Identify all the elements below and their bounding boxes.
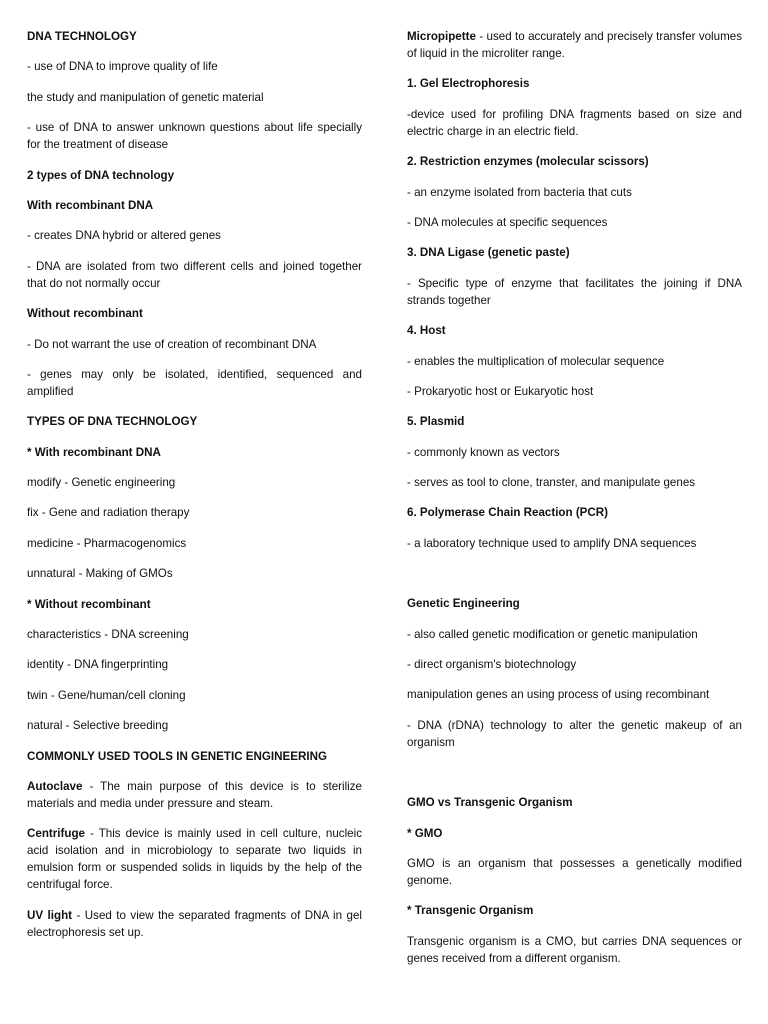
list-item: identity - DNA fingerprinting — [27, 658, 169, 672]
tool-description: - The main purpose of this device is to sterilize materials and media under pressure and steam. — [27, 779, 362, 810]
paragraph: - Specific type of enzyme that facilitates the joining if DNA strands together — [407, 276, 742, 307]
tool-name: Centrifuge — [27, 827, 85, 841]
paragraph: Transgenic organism is a CMO, but carries DNA sequences or genes received from a different organism. — [407, 934, 742, 965]
paragraph: - a laboratory technique used to amplify DNA sequences — [407, 536, 697, 550]
paragraph: - Do not warrant the use of creation of recombinant DNA — [27, 337, 317, 351]
tool-description: - Used to view the separated fragments of DNA in gel electrophoresis set up. — [27, 908, 362, 939]
paragraph: - enables the multiplication of molecular sequence — [407, 354, 665, 368]
section-heading: Genetic Engineering — [407, 597, 520, 611]
paragraph: the study and manipulation of genetic material — [27, 90, 264, 104]
list-item: modify - Genetic engineering — [27, 476, 176, 490]
subheading: * With recombinant DNA — [27, 445, 161, 459]
spacer — [407, 565, 742, 595]
list-item: unnatural - Making of GMOs — [27, 567, 173, 581]
tool-paragraph — [407, 28, 742, 62]
tool-paragraph — [27, 778, 362, 812]
subheading: 2. Restriction enzymes (molecular scissors) — [407, 155, 649, 169]
section-heading: TYPES OF DNA TECHNOLOGY — [27, 415, 198, 429]
paragraph: - an enzyme isolated from bacteria that cuts — [407, 185, 632, 199]
paragraph: - commonly known as vectors — [407, 445, 560, 459]
paragraph: - creates DNA hybrid or altered genes — [27, 229, 221, 243]
subheading: * Without recombinant — [27, 597, 151, 611]
paragraph: - genes may only be isolated, identified, sequenced and amplified — [27, 367, 362, 398]
tool-name: Autoclave — [27, 779, 83, 793]
subheading: 4. Host — [407, 324, 446, 338]
paragraph: - Prokaryotic host or Eukaryotic host — [407, 384, 594, 398]
page-title: DNA TECHNOLOGY — [27, 30, 137, 43]
spacer — [407, 764, 742, 794]
paragraph: - DNA (rDNA) technology to alter the genetic makeup of an organism — [407, 718, 742, 749]
subheading: Without recombinant — [27, 307, 143, 321]
paragraph: - use of DNA to answer unknown questions about life specially for the treatment of disease — [27, 121, 362, 152]
paragraph: - use of DNA to improve quality of life — [27, 60, 218, 74]
paragraph: - serves as tool to clone, transter, and manipulate genes — [407, 476, 696, 490]
section-heading: 2 types of DNA technology — [27, 168, 175, 182]
left-column — [27, 28, 362, 954]
section-heading: COMMONLY USED TOOLS IN GENETIC ENGINEERING — [27, 749, 327, 763]
list-item: medicine - Pharmacogenomics — [27, 536, 187, 550]
subheading: 6. Polymerase Chain Reaction (PCR) — [407, 506, 609, 520]
paragraph: - DNA are isolated from two different cells and joined together that do not normally occur — [27, 259, 362, 290]
paragraph: - DNA molecules at specific sequences — [407, 215, 608, 229]
paragraph: - also called genetic modification or genetic manipulation — [407, 627, 698, 641]
tool-description: - This device is mainly used in cell culture, nucleic acid isolation and in microbiology to separate two liquids in emulsion form or suspended solids in liquids by the help of the centrifugal force. — [27, 827, 362, 892]
tool-paragraph — [27, 825, 362, 893]
subheading: With recombinant DNA — [27, 198, 154, 212]
list-item: characteristics - DNA screening — [27, 628, 189, 642]
subheading: * GMO — [407, 826, 443, 840]
list-item: natural - Selective breeding — [27, 719, 169, 733]
list-item: twin - Gene/human/cell cloning — [27, 688, 186, 702]
subheading: 5. Plasmid — [407, 415, 465, 429]
list-item: fix - Gene and radiation therapy — [27, 506, 190, 520]
paragraph: GMO is an organism that possesses a genetically modified genome. — [407, 856, 742, 887]
right-column — [407, 28, 742, 980]
tool-paragraph — [27, 907, 362, 941]
section-heading: GMO vs Transgenic Organism — [407, 796, 573, 810]
paragraph: - direct organism's biotechnology — [407, 658, 577, 672]
tool-name: UV light — [27, 908, 73, 922]
tool-description: - used to accurately and precisely transfer volumes of liquid in the microliter range. — [407, 30, 742, 60]
subheading: 1. Gel Electrophoresis — [407, 77, 530, 91]
paragraph: -device used for profiling DNA fragments based on size and electric charge in an electric field. — [407, 107, 742, 138]
subheading: * Transgenic Organism — [407, 904, 534, 918]
subheading: 3. DNA Ligase (genetic paste) — [407, 246, 570, 260]
paragraph: manipulation genes an using process of using recombinant — [407, 688, 710, 702]
tool-name: Micropipette — [407, 30, 476, 43]
